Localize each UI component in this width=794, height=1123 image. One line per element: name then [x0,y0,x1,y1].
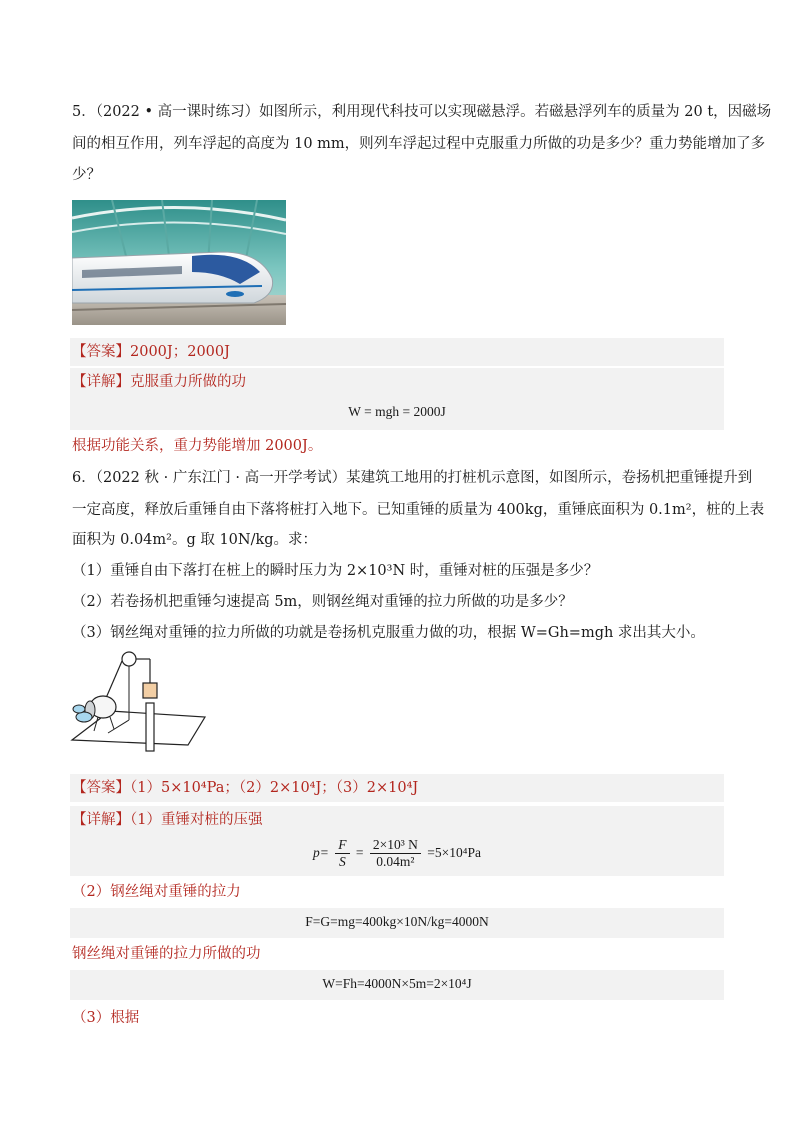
q6-fraction-values [370,837,421,870]
q6-part3-label: （3）根据 [72,1010,140,1026]
q5-text-line-2: 间的相互作用，列车浮起的高度为 10 mm，则列车浮起过程中克服重力所做的功是多少？重力势能增加了多 [72,136,766,152]
q5-detail [72,372,246,392]
q5-answer [72,342,230,362]
q6-fraction1-denominator: S [339,854,346,870]
q6-answer [72,778,418,798]
q6-part2-label: （2）钢丝绳对重锤的拉力 [72,884,241,900]
q5-answer-label: 【答案】 [72,344,130,360]
q5-answer-text: 2000J；2000J [130,344,230,360]
q6-fraction2-denominator: 0.04m² [376,854,415,870]
q6-text-line-2: 一定高度，释放后重锤自由下落将桩打入地下。已知重锤的质量为 400kg，重锤底面积为 0.1m²，桩的上表 [72,502,765,518]
q6-fraction2-numerator: 2×10³ N [370,837,421,854]
pile-driver-diagram [70,645,210,755]
q6-part2b-label: 钢丝绳对重锤的拉力所做的功 [72,946,261,962]
q6-subquestion-2: （2）若卷扬机把重锤匀速提高 5m，则钢丝绳对重锤的拉力所做的功是多少？ [72,594,573,610]
q6-formula1-equals: = [355,845,364,860]
q5-detail-text: 克服重力所做的功 [130,374,246,390]
q6-detail-text: （1）重锤对桩的压强 [130,812,263,828]
q6-fraction-f-over-s [335,837,349,870]
q6-detail-label: 【详解】 [72,812,130,828]
q6-formula1-lhs: p= [313,845,329,860]
q6-work-formula: W=Fh=4000N×5m=2×10⁴J [322,976,472,991]
q6-formula1-result: =5×10⁴Pa [427,845,481,860]
q6-detail [72,810,262,830]
q6-subquestion-1: （1）重锤自由下落打在桩上的瞬时压力为 2×10³N 时，重锤对桩的压强是多少？ [72,563,599,579]
q6-answer-label: 【答案】 [72,780,130,796]
q5-text-line-1: 5．（2022 • 高一课时练习）如图所示，利用现代科技可以实现磁悬浮。若磁悬浮列车的质量为 20 t，因磁场 [72,104,772,120]
q6-pressure-formula [70,836,724,870]
q6-force-formula: F=G=mg=400kg×10N/kg=4000N [305,914,489,929]
q5-text-line-3: 少？ [72,167,101,183]
q6-fraction1-numerator: F [335,837,349,854]
q5-detail-label: 【详解】 [72,374,130,390]
q5-formula: W = mgh = 2000J [348,404,446,419]
q6-answer-text: （1）5×10⁴Pa；（2）2×10⁴J；（3）2×10⁴J [130,780,419,796]
q5-conclusion: 根据功能关系，重力势能增加 2000J。 [72,438,323,454]
q6-subquestion-3: （3）钢丝绳对重锤的拉力所做的功就是卷扬机克服重力做的功，根据 W=Gh=mgh 求出其大小。 [72,625,705,641]
maglev-train-image [72,200,286,325]
q6-text-line-1: 6．（2022 秋 · 广东江门 · 高一开学考试）某建筑工地用的打桩机示意图，如图所示，卷扬机把重锤提升到 [72,470,753,486]
q6-text-line-3: 面积为 0.04m²。g 取 10N/kg。求： [72,532,318,548]
